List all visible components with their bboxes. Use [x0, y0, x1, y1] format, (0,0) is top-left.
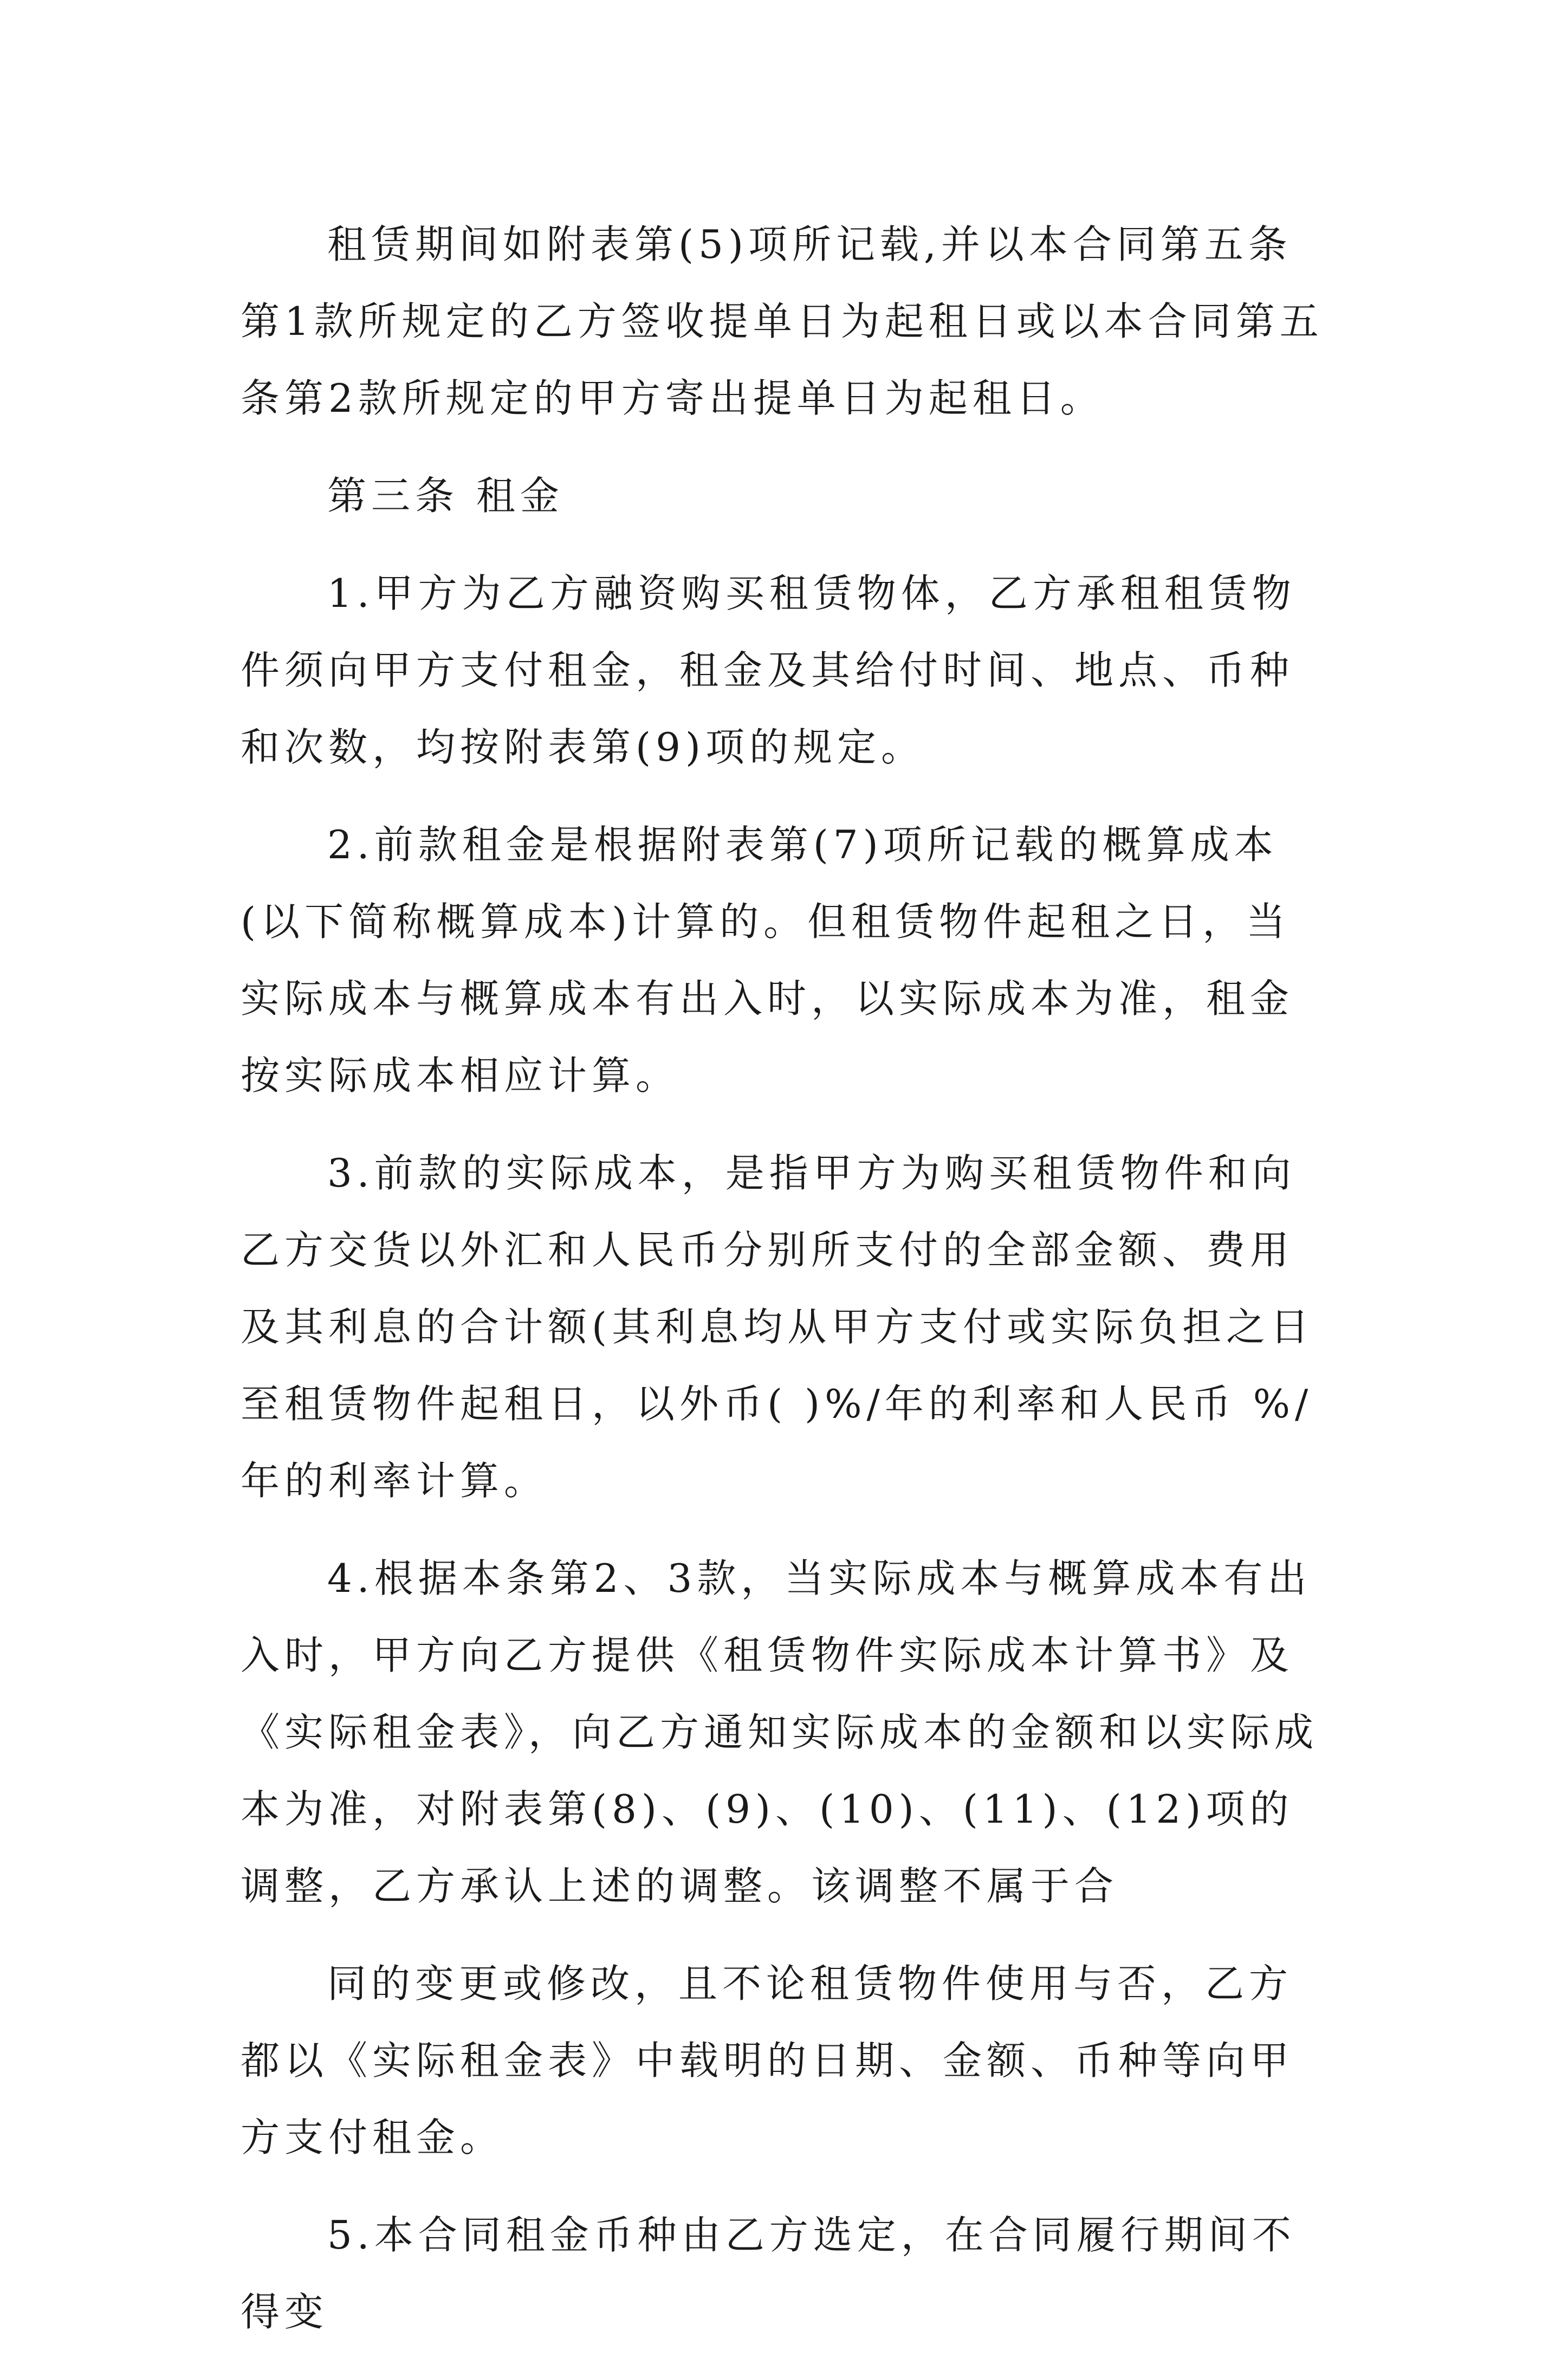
paragraph-clause-4-continued: 同的变更或修改，且不论租赁物件使用与否，乙方都以《实际租金表》中载明的日期、金额、币种等向甲方支付租金。 — [241, 1961, 1294, 2160]
paragraph-clause-5: 5.本合同租金币种由乙方选定，在合同履行期间不得变 — [241, 2212, 1296, 2335]
paragraph-clause-2: 2.前款租金是根据附表第(7)项所记载的概算成本(以下简称概算成本)计算的。但租赁物件起租之日，当实际成本与概算成本有出入时，以实际成本为准，租金按实际成本相应计算。 — [241, 822, 1294, 1098]
section-heading-rent: 第三条 租金 — [327, 473, 564, 519]
document-body — [241, 206, 1330, 2371]
paragraph-lease-period: 租赁期间如附表第(5)项所记载,并以本合同第五条第1款所规定的乙方签收提单日为起租日或以本合同第五条第2款所规定的甲方寄出提单日为起租日。 — [241, 222, 1324, 421]
paragraph-clause-1: 1.甲方为乙方融资购买租赁物体，乙方承租租赁物件须向甲方支付租金，租金及其给付时间、地点、币种和次数，均按附表第(9)项的规定。 — [241, 571, 1296, 770]
paragraph-clause-4: 4.根据本条第2、3款，当实际成本与概算成本有出入时，甲方向乙方提供《租赁物件实际成本计算书》及《实际租金表》，向乙方通知实际成本的金额和以实际成本为准，对附表第(8)、(9)、(10)、(11)、(12)项的调整，乙方承认上述的调整。该调整不属于合 — [241, 1556, 1319, 1909]
paragraph-clause-3: 3.前款的实际成本，是指甲方为购买租赁物件和向乙方交货以外汇和人民币分别所支付的全部金额、费用及其利息的合计额(其利息均从甲方支付或实际负担之日至租赁物件起租日，以外币( )%/年的利率和人民币 %/年的利率计算。 — [241, 1150, 1314, 1504]
